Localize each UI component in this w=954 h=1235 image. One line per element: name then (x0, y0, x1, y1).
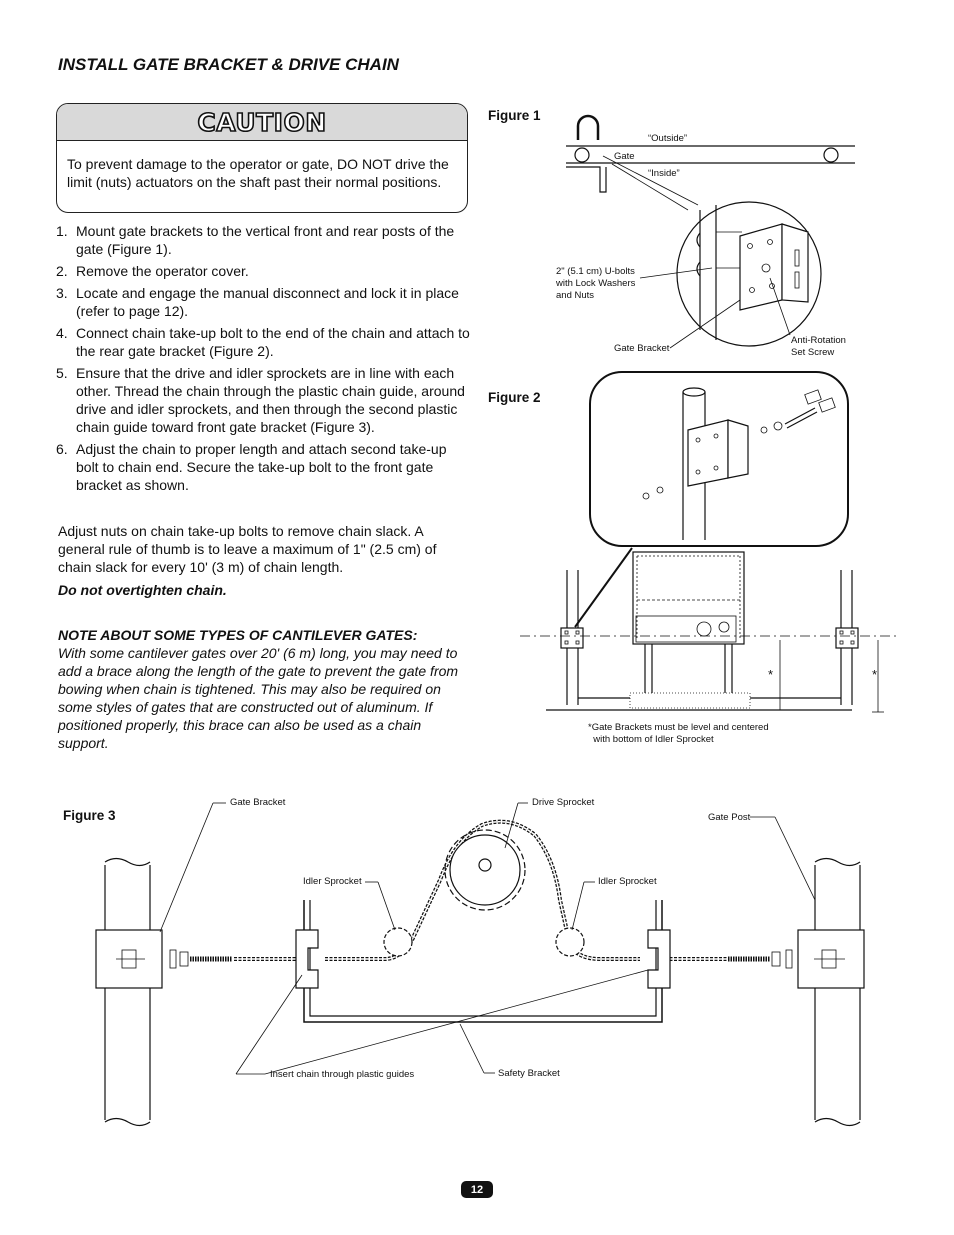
figure3-label: Figure 3 (63, 808, 116, 823)
step-text: Remove the operator cover. (76, 263, 249, 279)
figure2-asterisk-right: * (872, 667, 878, 682)
step-number: 6. (56, 441, 68, 457)
step-text: Connect chain take-up bolt to the end of the chain and attach to the rear gate bracket (Figure 2). (76, 325, 470, 359)
caution-title: CAUTION (197, 107, 327, 137)
figure3-insert-chain-label: Insert chain through plastic guides (270, 1069, 415, 1080)
figure2-asterisk-left: * (768, 667, 774, 682)
figure2-label: Figure 2 (488, 390, 541, 405)
step-text: Adjust the chain to proper length and attach second take-up bolt to chain end. Secure the take-up bolt to the front gate bracket as shown. (76, 441, 447, 493)
caution-text: To prevent damage to the operator or gate, DO NOT drive the limit (nuts) actuators on the shaft past their normal positions. (67, 156, 449, 190)
figure1-anti-rotation-label: Anti-Rotation Set Screw (791, 335, 846, 358)
figure3-safety-bracket-label: Safety Bracket (498, 1068, 560, 1079)
page-number: 12 (461, 1181, 493, 1198)
step-number: 2. (56, 263, 68, 279)
figure2-footnote: *Gate Brackets must be level and centered with bottom of Idler Sprocket (588, 722, 769, 745)
adjust-paragraph: Adjust nuts on chain take-up bolts to remove chain slack. A general rule of thumb is to leave a maximum of 1" (2.5 cm) of chain slack for every 10' (3 m) of chain length. (58, 523, 437, 575)
figure1-gate-label: Gate (614, 151, 635, 162)
step-text: Locate and engage the manual disconnect and lock it in place (refer to page 12). (76, 285, 459, 319)
step-number: 4. (56, 325, 68, 341)
step-number: 3. (56, 285, 68, 301)
figure3-idler-left-label: Idler Sprocket (303, 876, 362, 887)
note-heading: NOTE ABOUT SOME TYPES OF CANTILEVER GATES: (58, 627, 418, 643)
figure3-gate-bracket-label: Gate Bracket (230, 797, 286, 808)
figure3-drive-sprocket-label: Drive Sprocket (532, 797, 595, 808)
figure1-inside-label: “Inside” (648, 168, 680, 179)
figure1-label: Figure 1 (488, 108, 541, 123)
overtighten-warning: Do not overtighten chain. (58, 582, 227, 598)
step-text: Ensure that the drive and idler sprockets are in line with each other. Thread the chain through the plastic chain guide, around drive and idler sprockets, and then through the second plastic chain guide toward front gate bracket (Figure 3). (76, 365, 465, 435)
step-number: 1. (56, 223, 68, 239)
figure1-ubolts-label: 2" (5.1 cm) U-bolts with Lock Washers and Nuts (556, 266, 636, 301)
section-title: INSTALL GATE BRACKET & DRIVE CHAIN (58, 55, 399, 74)
figure3-gate-post-label: Gate Post (708, 812, 751, 823)
figure1-gate-bracket-label: Gate Bracket (614, 343, 670, 354)
step-text: Mount gate brackets to the vertical front and rear posts of the gate (Figure 1). (76, 223, 455, 257)
figure1-outside-label: “Outside” (648, 133, 688, 144)
figure3-idler-right-label: Idler Sprocket (598, 876, 657, 887)
step-number: 5. (56, 365, 68, 381)
note-body: With some cantilever gates over 20' (6 m) long, you may need to add a brace along the length of the gate to prevent the gate from bowing when chain is tightened. This may also be required on some styles of gates that are constructed out of aluminum. If positioned properly, this brace can also be used as a chain support. (58, 645, 459, 751)
